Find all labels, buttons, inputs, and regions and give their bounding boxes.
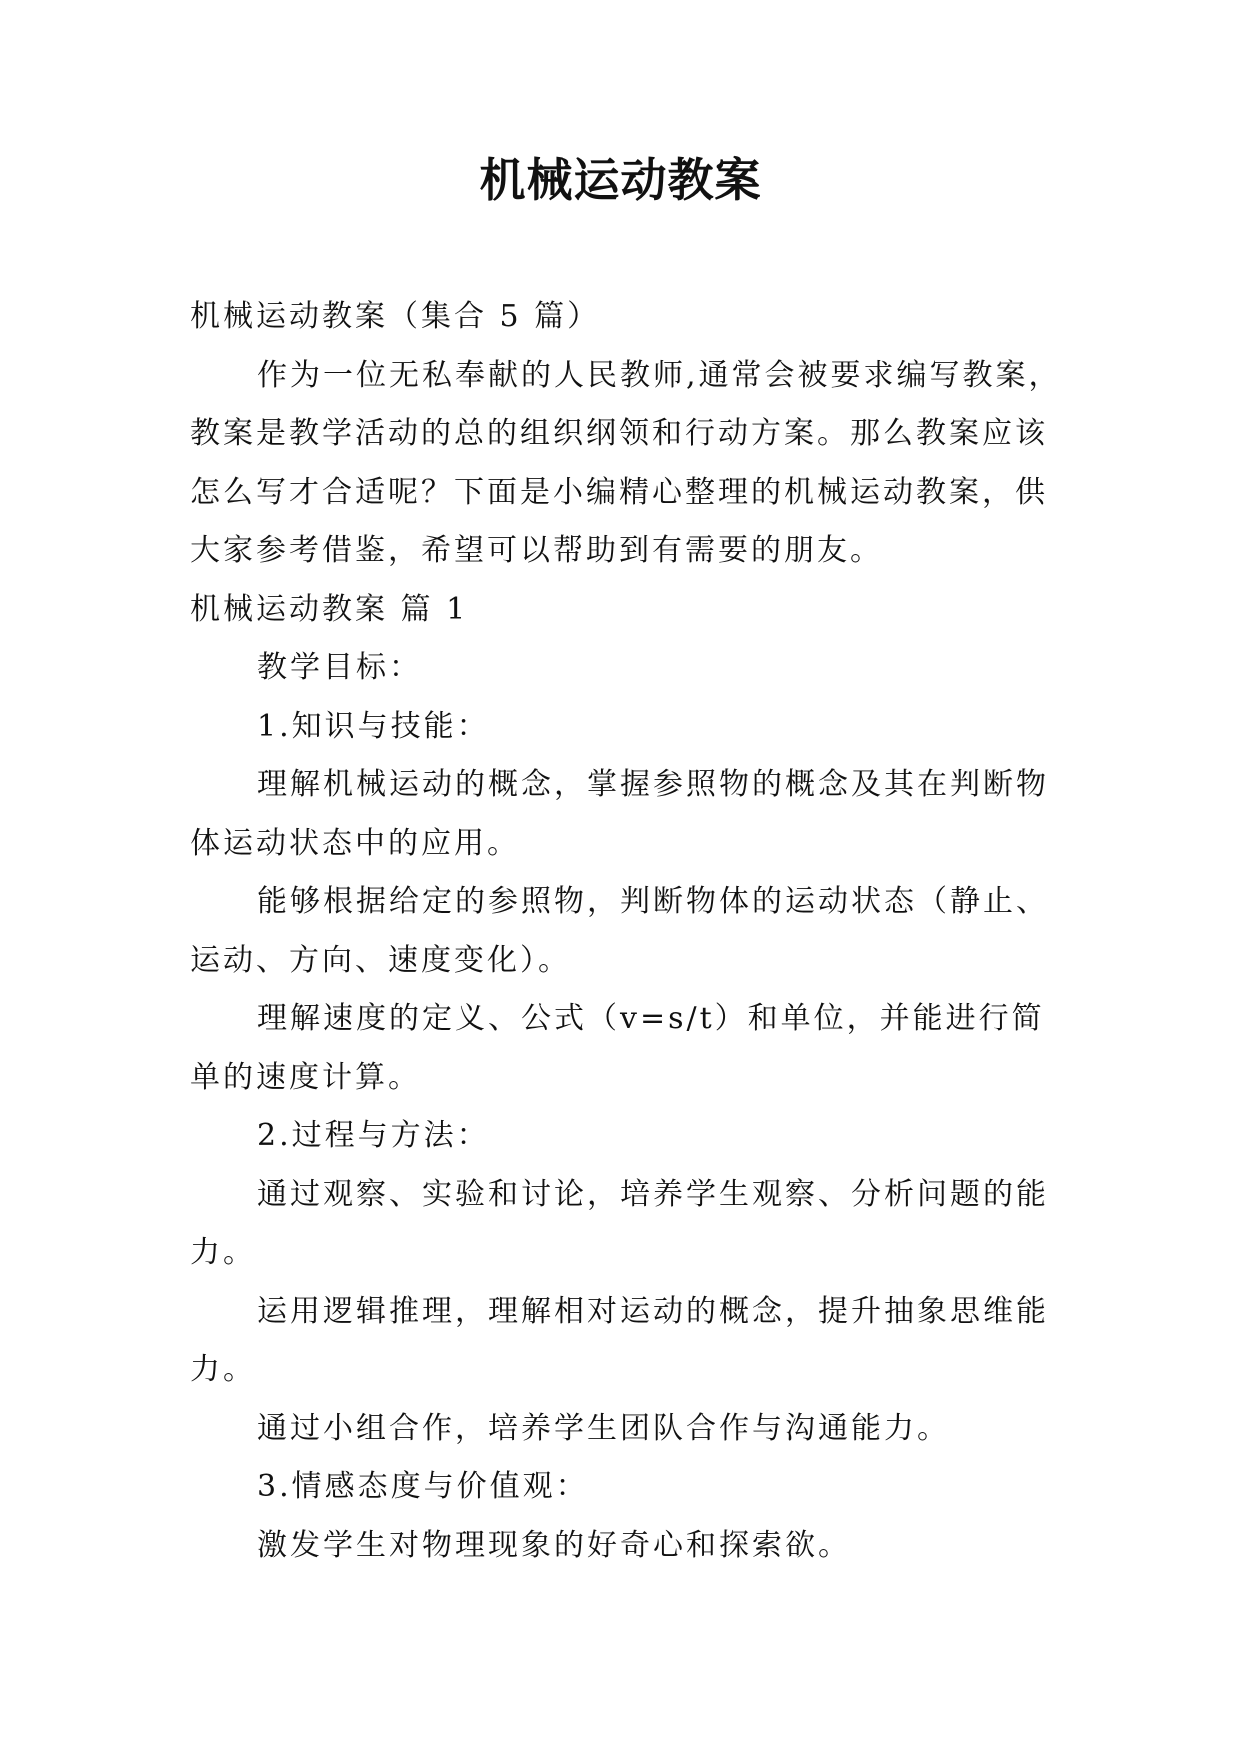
paragraph-line: 作为一位无私奉献的人民教师,通常会被要求编写教案， bbox=[257, 357, 1062, 393]
paragraph-line: 机械运动教案 篇 1 bbox=[190, 591, 469, 627]
paragraph-line: 运动、方向、速度变化）。 bbox=[190, 942, 571, 978]
paragraph-line: 1.知识与技能： bbox=[257, 708, 490, 744]
paragraph-line: 单的速度计算。 bbox=[190, 1059, 421, 1095]
paragraph-line: 理解速度的定义、公式（v=s/t）和单位，并能进行简 bbox=[257, 1001, 1045, 1036]
paragraph-line: 体运动状态中的应用。 bbox=[190, 825, 520, 861]
paragraph-line: 激发学生对物理现象的好奇心和探索欲。 bbox=[257, 1527, 851, 1563]
paragraph-line: 机械运动教案（集合 5 篇） bbox=[190, 299, 601, 334]
paragraph-line: 怎么写才合适呢？下面是小编精心整理的机械运动教案，供 bbox=[190, 474, 1048, 510]
paragraph-line: 通过观察、实验和讨论，培养学生观察、分析问题的能 bbox=[257, 1176, 1049, 1212]
document-body bbox=[190, 288, 1070, 1575]
paragraph-line: 通过小组合作，培养学生团队合作与沟通能力。 bbox=[257, 1410, 950, 1446]
paragraph-line: 大家参考借鉴，希望可以帮助到有需要的朋友。 bbox=[190, 533, 883, 568]
paragraph-line: 力。 bbox=[190, 1352, 256, 1387]
paragraph-line: 教案是教学活动的总的组织纲领和行动方案。那么教案应该 bbox=[190, 416, 1048, 451]
paragraph-line: 3.情感态度与价值观： bbox=[257, 1469, 589, 1504]
paragraph-line: 教学目标： bbox=[257, 650, 422, 685]
document-title: 机械运动教案 bbox=[479, 153, 762, 207]
paragraph-line: 2.过程与方法： bbox=[257, 1118, 490, 1153]
paragraph-line: 力。 bbox=[190, 1235, 256, 1270]
paragraph-line: 运用逻辑推理，理解相对运动的概念，提升抽象思维能 bbox=[257, 1293, 1049, 1329]
paragraph-line: 能够根据给定的参照物，判断物体的运动状态（静止、 bbox=[257, 884, 1049, 919]
paragraph-line: 理解机械运动的概念，掌握参照物的概念及其在判断物 bbox=[257, 767, 1049, 802]
